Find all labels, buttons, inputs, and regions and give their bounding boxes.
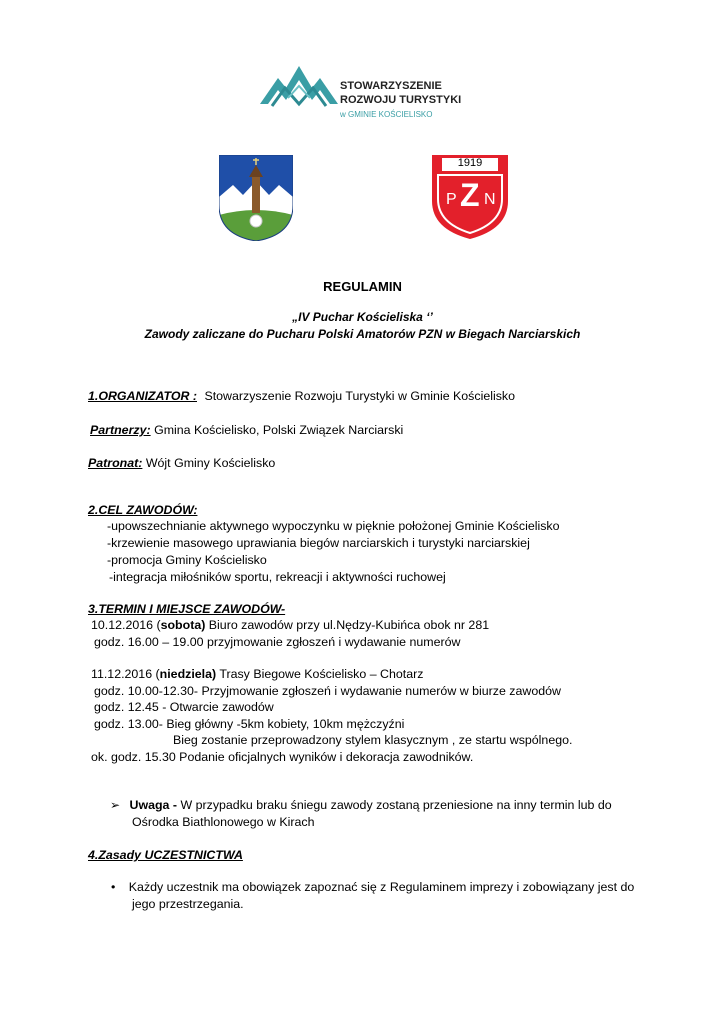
document-title: REGULAMIN	[323, 279, 402, 294]
day1-weekday: sobota)	[160, 618, 206, 632]
pzn-letter-z: Z	[460, 177, 480, 213]
goal-item: -promocja Gminy Kościelisko	[107, 553, 267, 567]
participation-bullet	[111, 880, 634, 894]
participation-heading: 4.Zasady UCZESTNICTWA	[88, 848, 243, 862]
schedule-line: Bieg zostanie przeprowadzony stylem klasycznym , ze startu wspólnego.	[173, 733, 573, 747]
coat-of-arms-icon	[219, 155, 293, 241]
notice-text-2: Ośrodka Biathlonowego w Kirach	[132, 815, 315, 829]
association-logo	[258, 58, 478, 130]
goal-item: -krzewienie masowego uprawiania biegów narciarskich i turystyki narciarskiej	[107, 536, 530, 550]
schedule-heading: 3.TERMIN I MIEJSCE ZAWODÓW-	[88, 602, 286, 616]
pzn-year: 1919	[457, 157, 483, 169]
goal-item: -upowszechnianie aktywnego wypoczynku w pięknie położonej Gminie Kościelisko	[107, 519, 560, 533]
logo-line-2: ROZWOJU TURYSTYKI	[340, 94, 462, 106]
patronat-text: Wójt Gminy Kościelisko	[145, 456, 276, 470]
document-subtitle-1: „IV Puchar Kościeliska ‘’	[292, 310, 433, 324]
patronat-label: Patronat:	[88, 456, 143, 470]
document-subtitle-2: Zawody zaliczane do Pucharu Polski Amatorów PZN w Biegach Narciarskich	[144, 327, 581, 341]
day1-text: Biuro zawodów przy ul.Nędzy-Kubińca obok nr 281	[205, 618, 490, 632]
logo-line-3: w GMINIE KOŚCIELISKO	[340, 110, 433, 119]
notice-line	[110, 798, 612, 812]
pzn-logo	[432, 155, 508, 239]
bullet-dot-icon: •	[111, 880, 116, 894]
logo-line-1: STOWARZYSZENIE	[340, 80, 442, 92]
organizer-heading: 1.ORGANIZATOR :	[88, 389, 197, 403]
schedule-line: godz. 10.00-12.30- Przyjmowanie zgłoszeń i wydawanie numerów w biurze zawodów	[94, 684, 561, 698]
notice-label: Uwaga -	[129, 798, 178, 812]
participation-text: Każdy uczestnik ma obowiązek zapoznać się z Regulaminem imprezy i zobowiązany jest do	[128, 880, 635, 894]
day2-date: 11.12.2016 (	[91, 667, 160, 681]
schedule-line: godz. 13.00- Bieg główny -5km kobiety, 10km mężczyźni	[94, 717, 405, 731]
coat-of-arms	[219, 155, 293, 241]
participation-text-2: jego przestrzegania.	[132, 897, 244, 911]
schedule-line: ok. godz. 15.30 Podanie oficjalnych wyników i dekoracja zawodników.	[91, 750, 474, 764]
patronat-line	[88, 456, 275, 470]
goals-heading: 2.CEL ZAWODÓW:	[88, 503, 198, 517]
partners-line	[90, 423, 403, 437]
goal-item: -integracja miłośników sportu, rekreacji i aktywności ruchowej	[109, 570, 446, 584]
organizer-text: Stowarzyszenie Rozwoju Turystyki w Gminie Kościelisko	[204, 389, 516, 403]
partners-label: Partnerzy:	[90, 423, 151, 437]
pzn-letter-p: P	[446, 191, 457, 208]
day2-line	[91, 667, 423, 681]
pzn-letter-n: N	[484, 191, 496, 208]
mountain-logo-icon	[258, 58, 340, 110]
day2-weekday: niedziela)	[159, 667, 217, 681]
day2-text: Trasy Biegowe Kościelisko – Chotarz	[216, 667, 424, 681]
notice-text: W przypadku braku śniegu zawody zostaną przeniesione na inny termin lub do	[180, 798, 612, 812]
day1-date: 10.12.2016 (	[91, 618, 161, 632]
day1-line-2: godz. 16.00 – 19.00 przyjmowanie zgłoszeń i wydawanie numerów	[94, 635, 461, 649]
organizer-line	[88, 389, 515, 403]
day1-line	[91, 618, 489, 632]
schedule-line: godz. 12.45 - Otwarcie zawodów	[94, 700, 274, 714]
arrow-bullet-icon: ➢	[110, 798, 121, 812]
partners-text: Gmina Kościelisko, Polski Związek Narciarski	[154, 423, 404, 437]
